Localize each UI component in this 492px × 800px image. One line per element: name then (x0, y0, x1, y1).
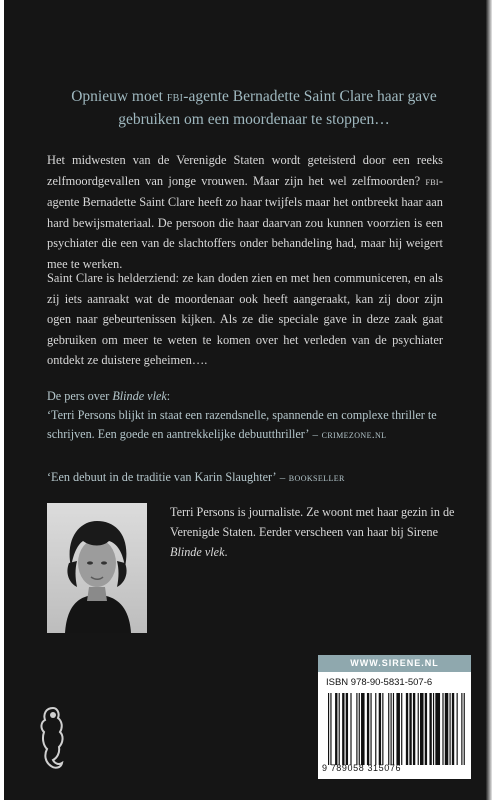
barcode-bar (396, 693, 400, 765)
author-bio-end: . (224, 545, 228, 559)
barcode-bar (418, 693, 419, 765)
barcode-bar (406, 693, 408, 765)
barcode-bar (359, 693, 360, 765)
barcode-bar (464, 693, 465, 765)
barcode-bar (346, 693, 348, 765)
blurb-p1-text-2: -agente Bernadette Saint Clare heeft zo haar twijfels maar het ontbreekt haar aan hard bewijsmateriaal. De persoon die haar daarvan zou kunnen voorzien is een psychiater die een van de slachtoffers onder behandeling had, maar hij weigert mee te werken. (47, 173, 443, 271)
tagline (44, 86, 464, 131)
barcode-bar (429, 693, 431, 765)
barcode-bar (361, 693, 365, 765)
press-quote-2-text: ‘Een debuut in de traditie van Karin Slaughter’ (47, 470, 277, 484)
barcode-bar (328, 693, 329, 765)
barcode-bar (433, 693, 434, 765)
blurb-p1-text-1: Het midwesten van de Verenigde Staten wordt geteisterd door een reeks zelfmoordgevallen van jonge vrouwen. Maar zijn het wel zelfmoorden? (47, 153, 443, 188)
book-back-cover (4, 0, 486, 800)
tagline-text-1: Opnieuw moet (71, 88, 167, 105)
press-quote-1 (47, 387, 447, 445)
author-photo (47, 503, 147, 633)
barcode-bar (452, 693, 454, 765)
barcode-bar (379, 693, 381, 765)
press-book-title: Blinde vlek (112, 389, 167, 403)
barcode-bar (445, 693, 449, 765)
press-colon: : (166, 389, 171, 403)
barcode-bar (393, 693, 394, 765)
press-quote-1-text: ‘Terri Persons blijkt in staat een razendsnelle, spannende en complexe thriller te schrijven. Een goede en aantrekkelijke debuutthriller’ (47, 408, 437, 441)
barcode-bar (375, 693, 376, 765)
barcode-bar (435, 693, 440, 765)
barcode-bar (339, 693, 340, 765)
barcode-bar (356, 693, 357, 765)
barcode-panel (318, 655, 471, 779)
tagline-text-2: -agente Bernadette Saint Clare haar gave gebruiken om een moordenaar te stoppen… (118, 88, 437, 128)
barcode-bar (391, 693, 392, 765)
barcode-bar (442, 693, 443, 765)
author-prev-title: Blinde vlek (170, 545, 225, 559)
press-source-1: – crimezone.nl (309, 429, 387, 441)
barcode-digits: 9 789058 315076 (322, 763, 402, 773)
blurb-paragraph-2: Saint Clare is helderziend: ze kan doden zien en met hen communiceren, en als zij iets aanraakt wat de moordenaar ook heeft aangeraakt, kan zij door zijn ogen naar gebeurtenissen kijken. Als ze die speciale gave in deze zaak gaat gebruiken om meer te weten te komen over het verleden van de psychiater ontdekt ze duistere geheimen…. (47, 271, 443, 367)
barcode-bar (461, 693, 462, 765)
barcode-bar (457, 693, 458, 765)
barcode-bar (425, 693, 427, 765)
author-portrait-icon (47, 503, 147, 633)
barcode-bar (420, 693, 424, 765)
barcode-bars (328, 693, 466, 765)
blurb-paragraph-1 (47, 150, 443, 274)
barcode-bar (449, 693, 450, 765)
press-source-2: – bookseller (276, 472, 345, 484)
barcode-bar (367, 693, 369, 765)
blurb-p1-fbi: fbi (425, 175, 439, 188)
barcode-bar (413, 693, 415, 765)
sirene-mermaid-logo-icon (35, 705, 71, 771)
barcode-bar (409, 693, 411, 765)
press-intro: De pers over (47, 389, 113, 403)
press-quote-2 (47, 468, 467, 488)
author-bio (170, 502, 455, 562)
barcode-bar (388, 693, 389, 765)
tagline-fbi: fbi (166, 90, 184, 105)
barcode-bar (350, 693, 351, 765)
barcode-bar (382, 693, 383, 765)
barcode-bar (401, 693, 402, 765)
author-bio-text: Terri Persons is journaliste. Ze woont met haar gezin in de Verenigde Staten. Eerder verscheen van haar bij Sirene (170, 505, 455, 539)
barcode-bar (342, 693, 344, 765)
isbn-number: ISBN 978-90-5831-507-6 (326, 677, 433, 688)
barcode-bar (330, 693, 331, 765)
publisher-website: WWW.SIRENE.NL (318, 655, 471, 672)
barcode-bar (335, 693, 337, 765)
barcode-bar (370, 693, 371, 765)
